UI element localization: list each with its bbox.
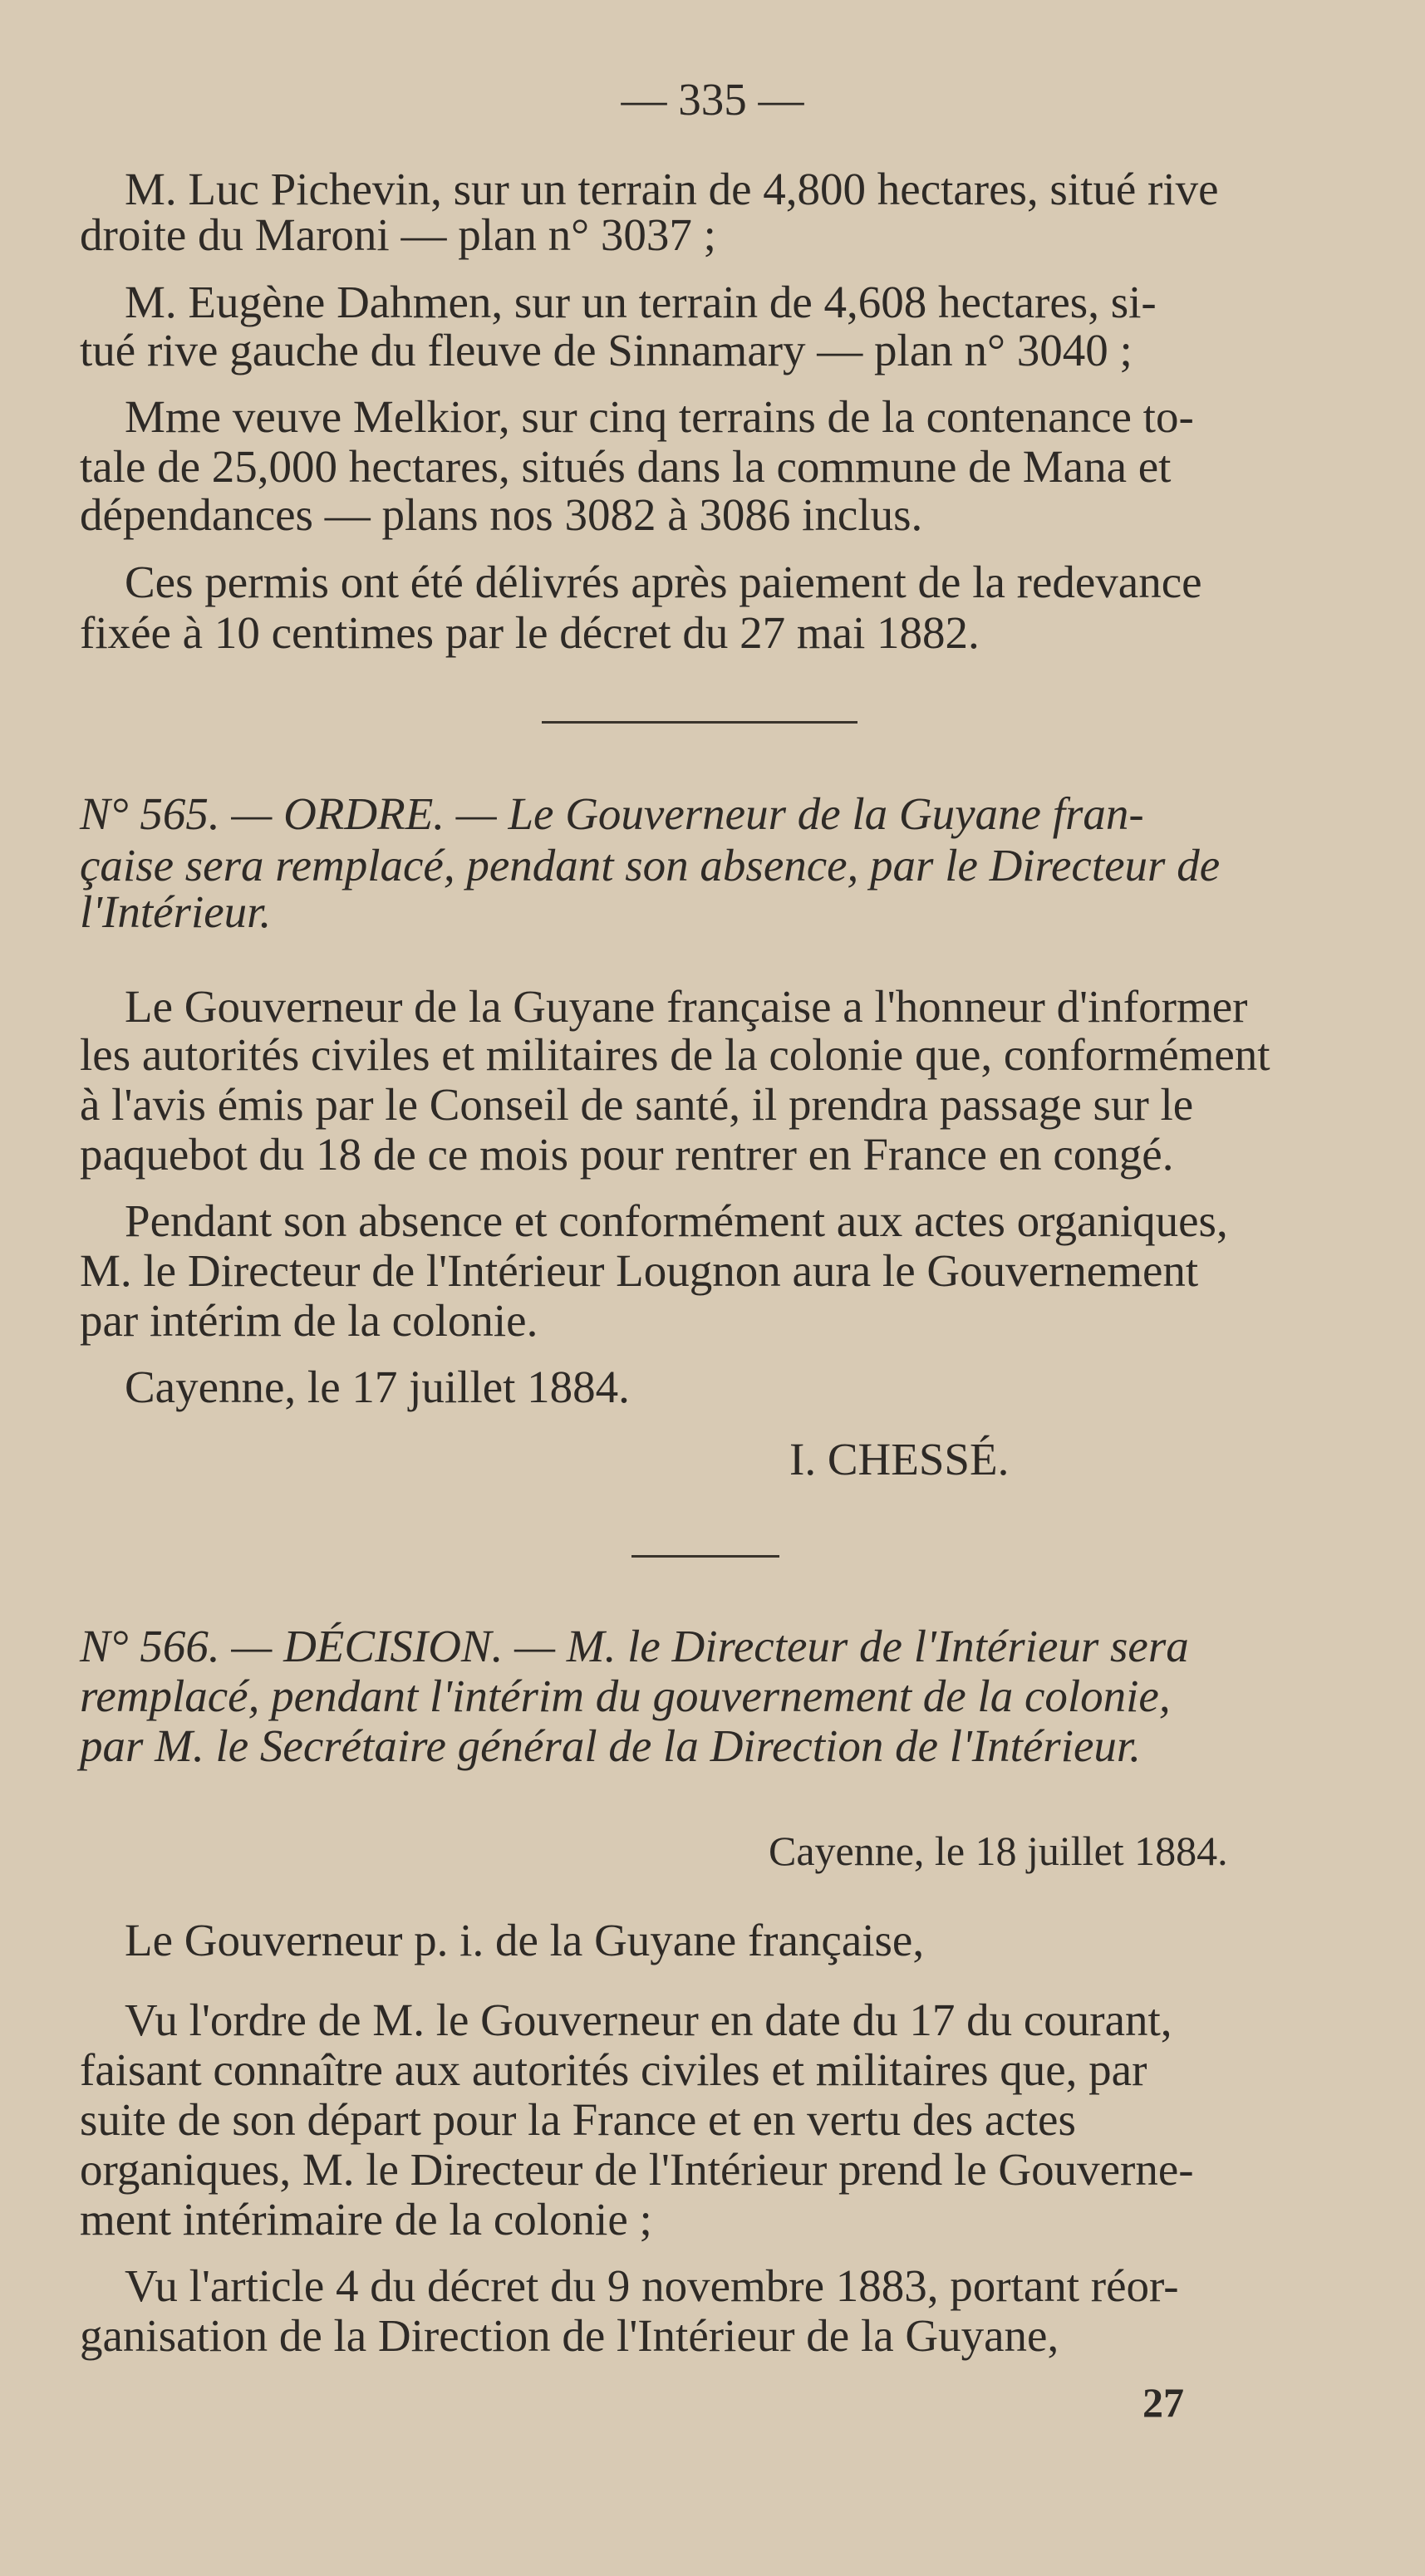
- section-divider: [631, 1555, 779, 1558]
- order-body-line: par intérim de la colonie.: [80, 1295, 538, 1346]
- order-body-line: paquebot du 18 de ce mois pour rentrer en France en congé.: [80, 1129, 1174, 1180]
- permit-line: Ces permis ont été délivrés après paiement de la redevance: [125, 557, 1202, 607]
- decision-body-line: faisant connaître aux autorités civiles et militaires que, par: [80, 2044, 1147, 2095]
- order-heading-line: çaise sera remplacé, pendant son absence, par le Directeur de: [80, 840, 1221, 891]
- decision-body-line: ment intérimaire de la colonie ;: [80, 2194, 652, 2245]
- permit-line: fixée à 10 centimes par le décret du 27 mai 1882.: [80, 607, 980, 658]
- order-body-line: les autorités civiles et militaires de la colonie que, conformément: [80, 1029, 1270, 1080]
- decision-body-line: Le Gouverneur p. i. de la Guyane française,: [125, 1915, 925, 1965]
- page-header: — 335 —: [621, 74, 804, 125]
- order-body-line: M. le Directeur de l'Intérieur Lougnon aura le Gouvernement: [80, 1245, 1199, 1296]
- decision-body-line: organiques, M. le Directeur de l'Intérieur prend le Gouverne-: [80, 2144, 1194, 2195]
- order-heading-line: N° 565. — ORDRE. — Le Gouverneur de la Guyane fran-: [80, 788, 1144, 839]
- order-body-line: Le Gouverneur de la Guyane française a l'honneur d'informer: [125, 981, 1248, 1032]
- decision-body-line: ganisation de la Direction de l'Intérieur de la Guyane,: [80, 2310, 1059, 2361]
- order-date: Cayenne, le 17 juillet 1884.: [125, 1362, 630, 1412]
- permit-line: dépendances — plans nos 3082 à 3086 inclus.: [80, 489, 923, 540]
- order-heading-line: l'Intérieur.: [80, 886, 272, 937]
- decision-heading-line: N° 566. — DÉCISION. — M. le Directeur de l'Intérieur sera: [80, 1621, 1189, 1671]
- order-body-line: Pendant son absence et conformément aux actes organiques,: [125, 1195, 1228, 1246]
- decision-heading-line: par M. le Secrétaire général de la Direction de l'Intérieur.: [80, 1720, 1141, 1771]
- page-number: 27: [1142, 2379, 1184, 2426]
- order-body-line: à l'avis émis par le Conseil de santé, il prendra passage sur le: [80, 1079, 1194, 1130]
- order-signature: I. CHESSÉ.: [789, 1434, 1010, 1484]
- decision-body-line: Vu l'ordre de M. le Gouverneur en date du 17 du courant,: [125, 1995, 1172, 2045]
- permit-line: droite du Maroni — plan n° 3037 ;: [80, 209, 716, 260]
- decision-heading-line: remplacé, pendant l'intérim du gouvernement de la colonie,: [80, 1671, 1171, 1721]
- decision-body-line: Vu l'article 4 du décret du 9 novembre 1883, portant réor-: [125, 2260, 1179, 2311]
- permit-line: M. Luc Pichevin, sur un terrain de 4,800 hectares, situé rive: [125, 164, 1219, 214]
- permit-line: tué rive gauche du fleuve de Sinnamary — plan n° 3040 ;: [80, 325, 1133, 375]
- permit-line: Mme veuve Melkior, sur cinq terrains de la contenance to-: [125, 391, 1194, 442]
- decision-date: Cayenne, le 18 juillet 1884.: [769, 1828, 1228, 1874]
- decision-body-line: suite de son départ pour la France et en vertu des actes: [80, 2094, 1076, 2145]
- section-divider: [542, 721, 857, 724]
- permit-line: M. Eugène Dahmen, sur un terrain de 4,608 hectares, si-: [125, 277, 1157, 327]
- permit-line: tale de 25,000 hectares, situés dans la commune de Mana et: [80, 441, 1172, 492]
